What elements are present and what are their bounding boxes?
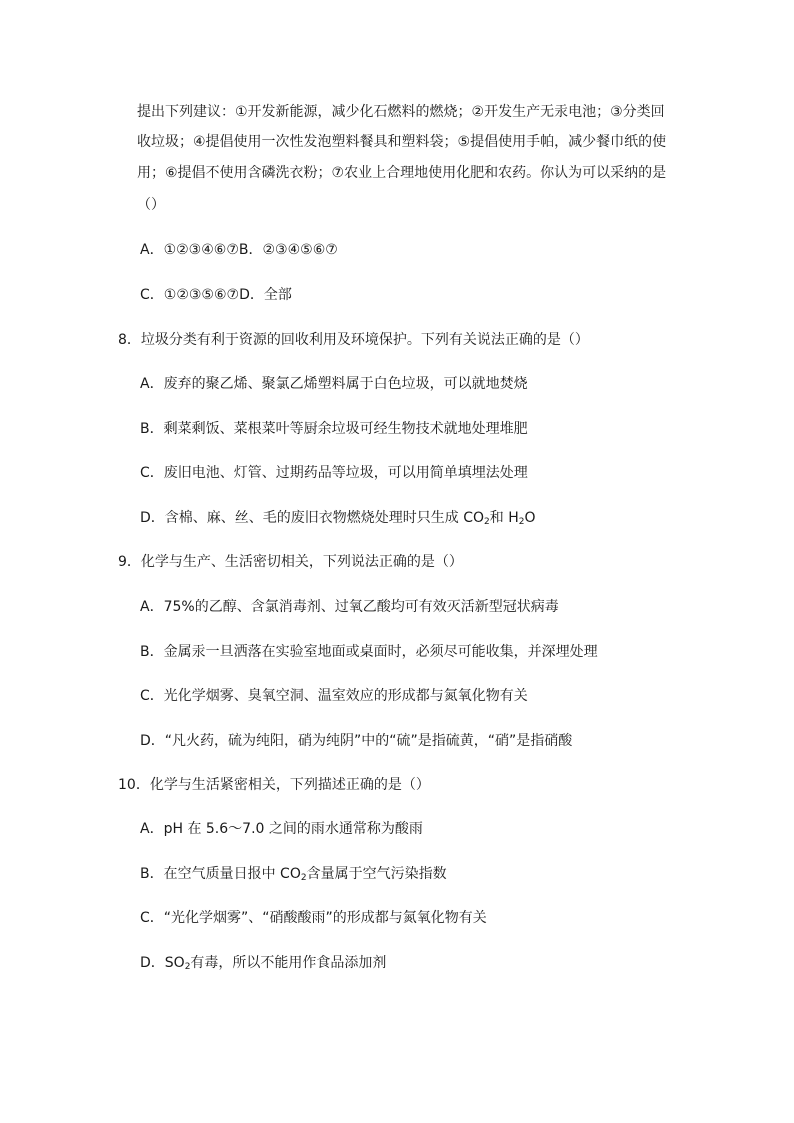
q9-stem: 9．化学与生产、生活密切相关，下列说法正确的是（） xyxy=(118,554,463,570)
q8-option-d-post: O xyxy=(524,510,536,526)
q8-option-d-pre: D．含棉、麻、丝、毛的废旧衣物燃烧处理时只生成 CO xyxy=(140,510,485,526)
q7-stem-line-3: 用；⑥提倡不使用含磷洗衣粉；⑦农业上合理地使用化肥和农药。你认为可以采纳的是 xyxy=(137,165,667,181)
q7-stem-line-4: （） xyxy=(137,197,165,213)
q9-option-c: C．光化学烟雾、臭氧空洞、温室效应的形成都与氮氧化物有关 xyxy=(140,688,528,704)
q9-option-d: D．“凡火药，硫为纯阳，硝为纯阴”中的“硫”是指硫黄，“硝”是指硝酸 xyxy=(140,733,573,749)
q8-option-b: B．剩菜剩饭、菜根菜叶等厨余垃圾可经生物技术就地处理堆肥 xyxy=(140,421,528,437)
q7-option-cd: C．①②③⑤⑥⑦D．全部 xyxy=(140,287,292,303)
q7-stem-line-2: 收垃圾；④提倡使用一次性发泡塑料餐具和塑料袋；⑤提倡使用手帕，减少餐巾纸的使 xyxy=(137,134,667,150)
q8-option-d xyxy=(140,508,536,528)
q10-stem: 10．化学与生活紧密相关，下列描述正确的是（） xyxy=(118,777,430,793)
q10-option-d-pre: D．SO xyxy=(140,955,185,971)
q8-option-d-mid: 和 H xyxy=(489,510,519,526)
q10-option-a: A．pH 在 5.6～7.0 之间的雨水通常称为酸雨 xyxy=(140,821,423,837)
q9-option-b: B．金属汞一旦洒落在实验室地面或桌面时，必须尽可能收集，并深埋处理 xyxy=(140,644,598,660)
q8-option-d-sub2: 2 xyxy=(518,517,525,527)
q10-option-b xyxy=(140,864,447,884)
q10-option-b-pre: B．在空气质量日报中 CO xyxy=(140,866,301,882)
q10-option-d-sub: 2 xyxy=(184,962,191,972)
q8-option-c: C．废旧电池、灯管、过期药品等垃圾，可以用简单填埋法处理 xyxy=(140,465,528,481)
q8-stem: 8．垃圾分类有利于资源的回收利用及环境保护。下列有关说法正确的是（） xyxy=(118,332,589,348)
q10-option-d-post: 有毒，所以不能用作食品添加剂 xyxy=(190,955,387,971)
q10-option-b-post: 含量属于空气污染指数 xyxy=(306,866,447,882)
q10-option-d xyxy=(140,953,386,973)
q7-stem-line-1: 提出下列建议：①开发新能源，减少化石燃料的燃烧；②开发生产无汞电池；③分类回 xyxy=(137,104,665,120)
q10-option-c: C．“光化学烟雾”、“硝酸酸雨”的形成都与氮氧化物有关 xyxy=(140,910,487,926)
q7-option-ab: A．①②③④⑥⑦B．②③④⑤⑥⑦ xyxy=(140,242,338,258)
q10-option-b-sub: 2 xyxy=(300,873,307,883)
q9-option-a: A．75%的乙醇、含氯消毒剂、过氧乙酸均可有效灭活新型冠状病毒 xyxy=(140,599,559,615)
q8-option-a: A．废弃的聚乙烯、聚氯乙烯塑料属于白色垃圾，可以就地焚烧 xyxy=(140,376,528,392)
q8-option-d-sub1: 2 xyxy=(484,517,490,527)
